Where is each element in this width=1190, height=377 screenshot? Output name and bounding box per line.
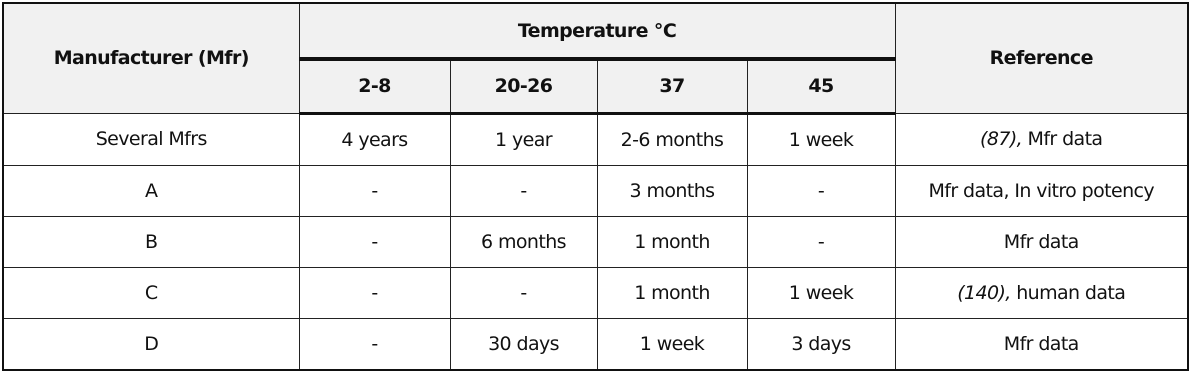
cell-manufacturer: A <box>3 165 299 216</box>
reference-citation: (140), <box>957 281 1011 304</box>
cell-reference <box>895 318 1188 370</box>
reference-text: Mfr data <box>1003 230 1079 253</box>
cell-temp-20-26: 30 days <box>450 318 597 370</box>
cell-reference <box>895 113 1188 165</box>
cell-reference <box>895 216 1188 267</box>
cell-reference <box>895 165 1188 216</box>
cell-temp-37: 1 week <box>597 318 747 370</box>
table-body <box>3 113 1188 370</box>
reference-text: Mfr data <box>1003 332 1079 355</box>
cell-temp-2-8: - <box>299 318 450 370</box>
header-reference: Reference <box>895 3 1188 113</box>
cell-temp-37: 1 month <box>597 216 747 267</box>
cell-temp-20-26: 1 year <box>450 113 597 165</box>
table-row <box>3 267 1188 318</box>
header-temp-45: 45 <box>747 59 895 113</box>
header-temp-2-8: 2-8 <box>299 59 450 113</box>
table-row <box>3 318 1188 370</box>
cell-reference <box>895 267 1188 318</box>
cell-temp-45: 3 days <box>747 318 895 370</box>
table-header <box>3 3 1188 113</box>
header-temp-37: 37 <box>597 59 747 113</box>
cell-manufacturer: B <box>3 216 299 267</box>
cell-temp-2-8: - <box>299 165 450 216</box>
stability-table <box>2 2 1189 371</box>
cell-temp-37: 1 month <box>597 267 747 318</box>
reference-text: Mfr data, In vitro potency <box>928 179 1154 202</box>
cell-temp-20-26: - <box>450 165 597 216</box>
cell-temp-2-8: 4 years <box>299 113 450 165</box>
table-row <box>3 216 1188 267</box>
cell-temp-45: - <box>747 165 895 216</box>
cell-temp-20-26: - <box>450 267 597 318</box>
cell-temp-45: 1 week <box>747 267 895 318</box>
reference-text: Mfr data <box>1022 128 1103 150</box>
cell-temp-45: - <box>747 216 895 267</box>
cell-temp-45: 1 week <box>747 113 895 165</box>
reference-text: human data <box>1010 281 1126 304</box>
header-manufacturer: Manufacturer (Mfr) <box>3 3 299 113</box>
cell-manufacturer: Several Mfrs <box>3 113 299 165</box>
table-row <box>3 113 1188 165</box>
cell-manufacturer: D <box>3 318 299 370</box>
cell-temp-2-8: - <box>299 267 450 318</box>
header-temp-20-26: 20-26 <box>450 59 597 113</box>
cell-temp-37: 2-6 months <box>597 113 747 165</box>
table-row <box>3 165 1188 216</box>
header-temperature: Temperature °C <box>299 3 895 59</box>
cell-temp-37: 3 months <box>597 165 747 216</box>
cell-manufacturer: C <box>3 267 299 318</box>
cell-temp-20-26: 6 months <box>450 216 597 267</box>
reference-citation: (87), <box>980 128 1023 150</box>
cell-temp-2-8: - <box>299 216 450 267</box>
